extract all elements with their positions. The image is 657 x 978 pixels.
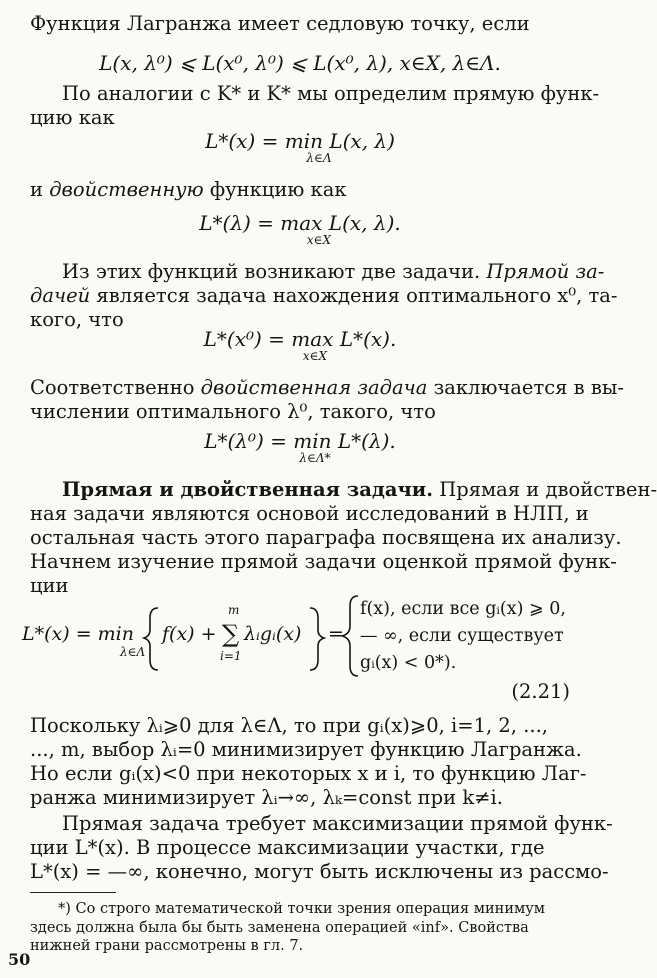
equation-primal-problem [0, 326, 600, 362]
text-line: ная задачи являются основой исследований в НЛП, и [30, 502, 589, 525]
equation-saddle-inequality [0, 50, 600, 76]
equation-limit: λ∈Λ* [299, 451, 331, 465]
text-line: и двойственную функцию как [30, 178, 347, 201]
text-line: дачей является задача нахождения оптимального x⁰, та- [30, 284, 618, 307]
eq-equals: = [328, 623, 344, 645]
eq-lhs: L*(x) = min [22, 623, 134, 645]
text-line: ранжа минимизирует λᵢ→∞, λₖ=const при k≠i. [30, 786, 503, 809]
equation-limit: λ∈Λ [306, 151, 332, 165]
equation-text: L*(λ⁰) = min L*(λ). [204, 429, 396, 453]
sum-lower-limit: i=1 [220, 649, 242, 663]
eq-inner-lambda-g: λᵢgᵢ(x) [244, 623, 302, 645]
text-line: Поскольку λᵢ⩾0 для λ∈Λ, то при gᵢ(x)⩾0, i=1, 2, ..., [30, 714, 548, 737]
text-line: ции L*(x). В процессе максимизации участки, где [30, 836, 545, 859]
paragraph-primal-def [30, 82, 600, 130]
text-line: Соответственно двойственная задача заключается в вы- [30, 376, 624, 399]
sum-upper-limit: m [228, 603, 240, 617]
text-line: Функция Лагранжа имеет седловую точку, если [30, 12, 530, 35]
text-line: Прямая задача требует максимизации прямой функ- [62, 812, 613, 835]
equation-limit: x∈X [302, 349, 328, 363]
case-1: f(x), если все gᵢ(x) ⩾ 0, [360, 599, 566, 619]
equation-text: L*(x) = min L(x, λ) [205, 129, 395, 153]
text-line: Но если gᵢ(x)<0 при некоторых x и i, то функцию Лаг- [30, 762, 587, 785]
paragraph-primal-and-dual [30, 478, 657, 598]
text-line: Начнем изучение прямой задачи оценкой прямой функ- [30, 550, 617, 573]
text-line: ции [30, 574, 69, 597]
section-heading: Прямая и двойственная задачи. [62, 478, 434, 501]
paragraph-primal-maximization [30, 812, 613, 884]
italic-term: двойственную [49, 178, 204, 201]
left-brace [144, 608, 158, 670]
footnote-line: *) Со строго математической точки зрения операция минимум [58, 901, 546, 917]
paragraph-two-problems [30, 260, 618, 332]
eq-min-limit: λ∈Λ [120, 645, 146, 659]
text-line: числении оптимального λ⁰, такого, что [30, 400, 436, 423]
equation-dual-problem [0, 428, 600, 464]
paragraph-saddle-point [30, 12, 570, 36]
page-number: 50 [8, 950, 31, 969]
right-brace [310, 608, 324, 670]
paragraph-dual-problem [30, 376, 624, 424]
sum-sign: ∑ [222, 620, 240, 648]
italic-term: дачей [30, 284, 91, 307]
paragraph-dual-def [30, 178, 570, 202]
text-line: L*(x) = —∞, конечно, могут быть исключены из рассмо- [30, 860, 609, 883]
equation-text: L*(x⁰) = max L*(x). [203, 327, 397, 351]
footnote-rule [30, 892, 116, 893]
eq-inner-f: f(x) + [162, 623, 217, 645]
equation-limit: x∈X [306, 233, 332, 247]
equation-text: L(x, λ⁰) ⩽ L(x⁰, λ⁰) ⩽ L(x⁰, λ), x∈X, λ∈Λ. [99, 51, 501, 75]
italic-term: Прямой за- [486, 260, 605, 283]
text-line: остальная часть этого параграфа посвящена их анализу. [30, 526, 622, 549]
equation-primal-function [0, 128, 600, 164]
cases-brace [342, 596, 358, 676]
text-line: Из этих функций возникают две задачи. Прямой за- [62, 260, 605, 283]
text-line: кого, что [30, 308, 124, 331]
footnote-line: нижней грани рассмотрены в гл. 7. [30, 938, 304, 954]
text-line: ..., m, выбор λᵢ=0 минимизирует функцию Лагранжа. [30, 738, 582, 761]
italic-term: двойственная задача [200, 376, 428, 399]
equation-2-21 [22, 590, 582, 680]
equation-dual-function [0, 210, 600, 246]
footnote-line: здесь должна была бы быть заменена операцией «inf». Свойства [30, 919, 529, 936]
text-line: цию как [30, 106, 115, 129]
footnote [30, 900, 570, 956]
paragraph-since-lambda [30, 714, 587, 810]
equation-text: L*(λ) = max L(x, λ). [199, 211, 401, 235]
text-line: По аналогии с K* и K* мы определим прямую функ- [62, 82, 600, 105]
text-line: Прямая и двойственная задачи. Прямая и двойствен- [62, 478, 657, 501]
case-2: — ∞, если существует [360, 626, 564, 646]
equation-number: (2.21) [511, 680, 570, 703]
case-3: gᵢ(x) < 0*). [360, 653, 457, 673]
